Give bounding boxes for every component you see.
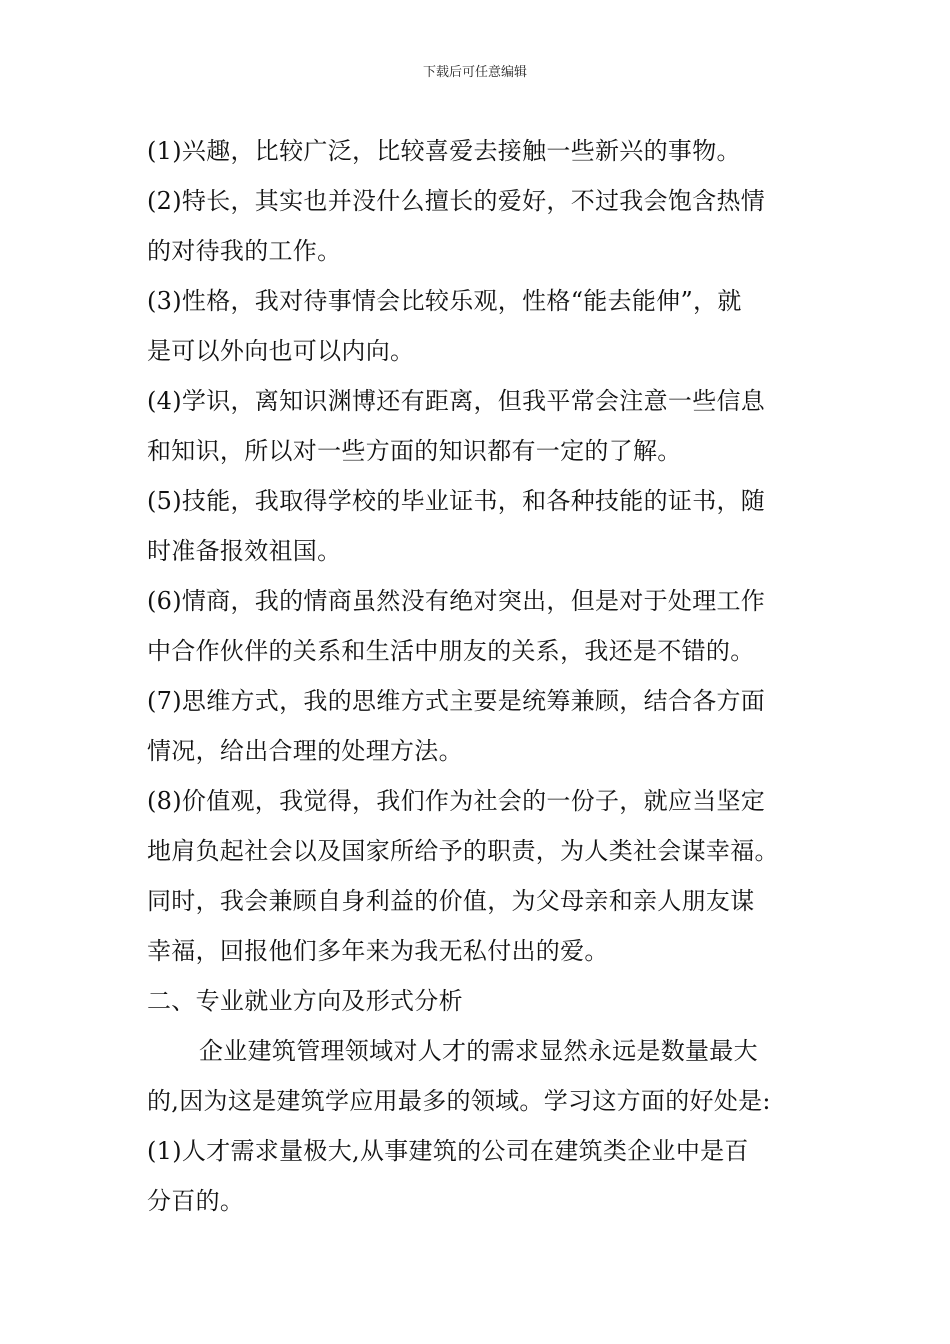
- text-line: 和知识，所以对一些方面的知识都有一定的了解。: [147, 437, 682, 465]
- text-line: (6)情商，我的情商虽然没有绝对突出，但是对于处理工作: [147, 587, 766, 615]
- text-line: 情况，给出合理的处理方法。: [147, 737, 463, 765]
- text-line: 分百的。: [147, 1187, 245, 1215]
- text-line: (3)性格，我对待事情会比较乐观，性格“能去能伸”，就: [147, 287, 742, 315]
- text-line: 是可以外向也可以内向。: [147, 337, 415, 365]
- text-line: 幸福，回报他们多年来为我无私付出的爱。: [147, 937, 609, 965]
- text-line: (1)人才需求量极大,从事建筑的公司在建筑类企业中是百: [147, 1137, 749, 1165]
- paragraph-first-line: 企业建筑管理领域对人才的需求显然永远是数量最大: [199, 1037, 758, 1065]
- page-header: 下载后可任意编辑: [422, 65, 527, 80]
- text-line: 同时，我会兼顾自身利益的价值，为父母亲和亲人朋友谋: [147, 887, 755, 915]
- text-line: 中合作伙伴的关系和生活中朋友的关系，我还是不错的。: [147, 637, 755, 665]
- text-line: (1)兴趣，比较广泛，比较喜爱去接触一些新兴的事物。: [147, 137, 741, 165]
- text-line: (2)特长，其实也并没什么擅长的爱好，不过我会饱含热情: [147, 187, 766, 215]
- text-line: (4)学识，离知识渊博还有距离，但我平常会注意一些信息: [147, 387, 766, 415]
- text-line: 地肩负起社会以及国家所给予的职责，为人类社会谋幸福。: [147, 837, 779, 865]
- text-line: 的对待我的工作。: [147, 237, 342, 265]
- text-line: (5)技能，我取得学校的毕业证书，和各种技能的证书，随: [147, 487, 766, 515]
- text-line: 的,因为这是建筑学应用最多的领域。学习这方面的好处是:: [147, 1087, 771, 1115]
- section-heading: 二、专业就业方向及形式分析: [147, 987, 463, 1015]
- document-body: [147, 126, 807, 1226]
- text-line: 时准备报效祖国。: [147, 537, 342, 565]
- text-line: (8)价值观，我觉得，我们作为社会的一份子，就应当坚定: [147, 787, 766, 815]
- text-line: (7)思维方式，我的思维方式主要是统筹兼顾，结合各方面: [147, 687, 766, 715]
